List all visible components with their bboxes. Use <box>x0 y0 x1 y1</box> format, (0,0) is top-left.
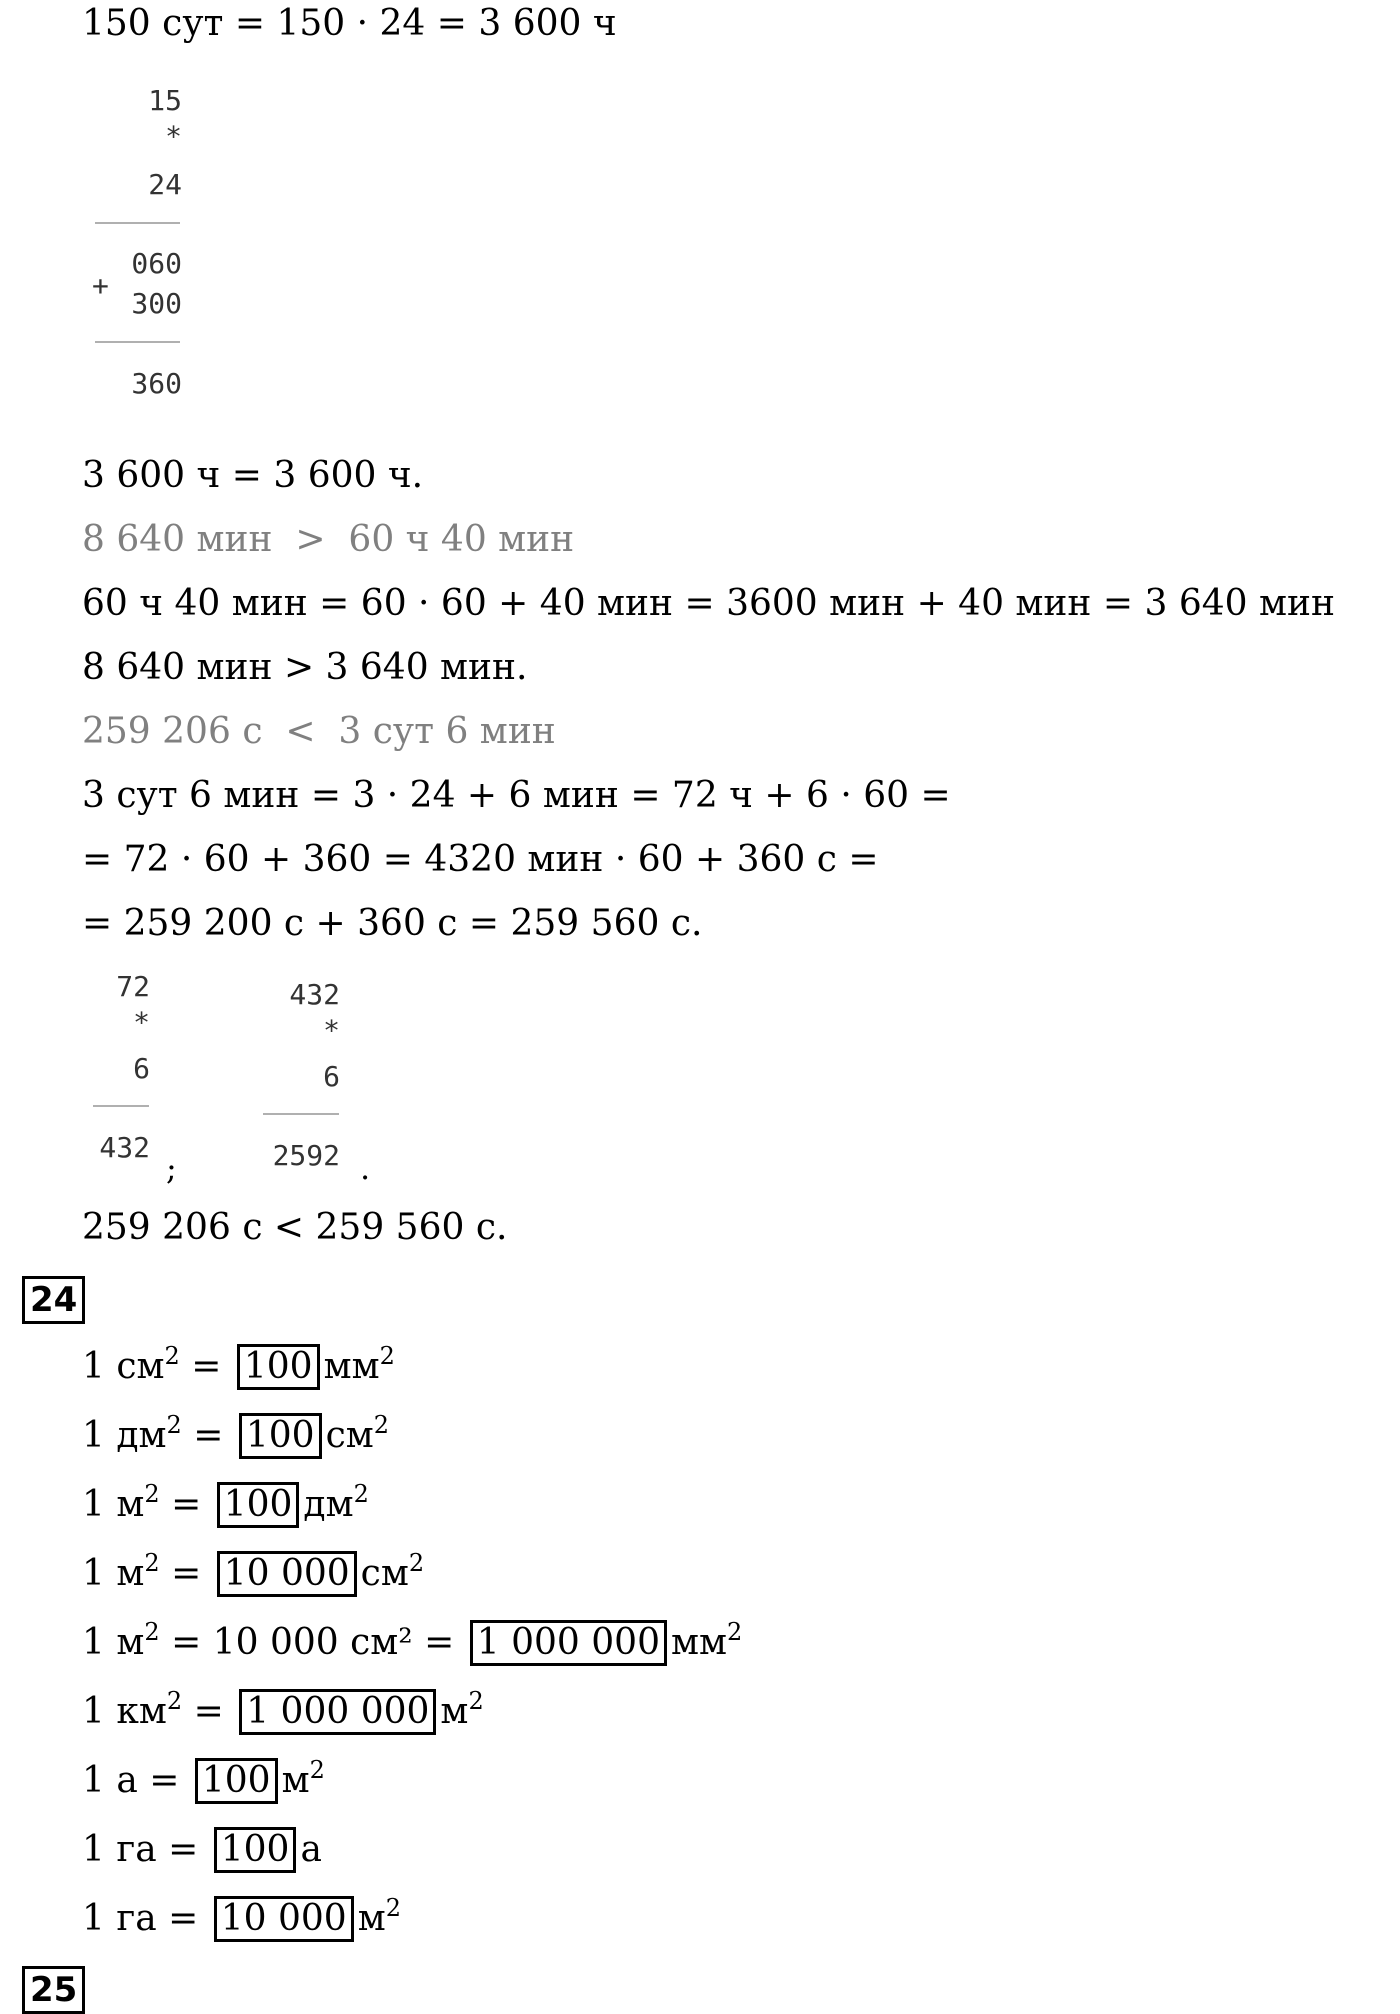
equation-line: = 72 · 60 + 360 = 4320 мин · 60 + 360 с = <box>82 839 879 880</box>
divider <box>95 222 180 224</box>
exponent: 2 <box>379 1342 395 1370</box>
unit-left: 1 м <box>82 1622 145 1663</box>
equals-expression: = <box>156 1829 210 1870</box>
unit-left: 1 м <box>82 1484 145 1525</box>
unit-left: 1 га <box>82 1898 157 1939</box>
exponent: 2 <box>385 1894 401 1922</box>
divider <box>93 1105 149 1107</box>
equation-line: 150 сут = 150 · 24 = 3 600 ч <box>82 3 617 44</box>
multiply-sign: * <box>165 120 182 153</box>
equals-expression: = <box>181 1415 235 1456</box>
equation-line: 259 206 с < 259 560 с. <box>82 1207 508 1248</box>
multiply-sign: * <box>323 1014 340 1047</box>
answer-box: 100 <box>195 1758 278 1804</box>
multiplier: 6 <box>323 1060 340 1093</box>
equation-line: 3 600 ч = 3 600 ч. <box>82 455 424 496</box>
answer-box: 100 <box>214 1827 297 1873</box>
unit-right: а <box>300 1829 322 1870</box>
multiplicand: 15 <box>148 84 182 117</box>
area-equation-row <box>82 1895 401 1943</box>
task-number: 24 <box>22 1276 85 1324</box>
answer-box: 10 000 <box>214 1896 354 1942</box>
unit-left: 1 га <box>82 1829 157 1870</box>
product-result: 432 <box>99 1131 150 1164</box>
equation-line: 8 640 мин > 3 640 мин. <box>82 647 528 688</box>
equals-expression: = <box>179 1346 233 1387</box>
multiplier: 24 <box>148 168 182 201</box>
unit-right: мм <box>323 1346 380 1387</box>
unit-right: см <box>360 1553 409 1594</box>
comparison-line: 259 206 с < 3 сут 6 мин <box>82 711 556 752</box>
exponent: 2 <box>166 1687 183 1715</box>
partial-product: 300 <box>131 287 182 320</box>
area-equation-row <box>82 1412 389 1460</box>
equals-expression: = <box>182 1691 236 1732</box>
answer-box: 10 000 <box>217 1551 357 1597</box>
unit-left: 1 дм <box>82 1415 167 1456</box>
exponent: 2 <box>468 1687 484 1715</box>
unit-right: мм <box>670 1622 727 1663</box>
separator: . <box>360 1149 371 1187</box>
exponent: 2 <box>373 1411 390 1439</box>
exponent: 2 <box>144 1618 160 1646</box>
equation-line: 60 ч 40 мин = 60 · 60 + 40 мин = 3600 мин + 40 мин = 3 640 мин <box>82 583 1335 624</box>
equals-expression: = <box>137 1760 191 1801</box>
unit-right: дм <box>303 1484 354 1525</box>
equals-expression: = <box>159 1484 213 1525</box>
exponent: 2 <box>726 1618 743 1646</box>
exponent: 2 <box>166 1411 182 1439</box>
exponent: 2 <box>144 1549 160 1577</box>
area-equation-row <box>82 1481 369 1529</box>
exponent: 2 <box>408 1549 425 1577</box>
product-result: 360 <box>131 367 182 400</box>
area-equation-row <box>82 1688 484 1736</box>
exponent: 2 <box>164 1342 180 1370</box>
divider <box>95 341 180 343</box>
answer-box: 100 <box>239 1413 322 1459</box>
unit-right: см <box>325 1415 374 1456</box>
plus-sign: + <box>92 269 109 302</box>
multiplier: 6 <box>133 1052 150 1085</box>
multiplicand: 72 <box>116 970 150 1003</box>
exponent: 2 <box>353 1480 369 1508</box>
multiply-sign: * <box>133 1006 150 1039</box>
equals-expression: = <box>159 1553 213 1594</box>
exponent: 2 <box>309 1756 325 1784</box>
separator: ; <box>166 1149 177 1187</box>
partial-product: 060 <box>131 247 182 280</box>
unit-right: м <box>281 1760 310 1801</box>
equals-expression: = <box>156 1898 210 1939</box>
equation-line: = 259 200 с + 360 с = 259 560 с. <box>82 903 703 944</box>
area-equation-row <box>82 1826 322 1874</box>
area-equation-row <box>82 1343 395 1391</box>
unit-left: 1 см <box>82 1346 165 1387</box>
unit-left: 1 а <box>82 1760 138 1801</box>
task-number: 25 <box>22 1966 85 2014</box>
multiplicand: 432 <box>289 978 340 1011</box>
unit-left: 1 м <box>82 1553 145 1594</box>
area-equation-row <box>82 1550 424 1598</box>
answer-box: 100 <box>237 1344 320 1390</box>
product-result: 2592 <box>272 1139 340 1172</box>
unit-right: м <box>357 1898 386 1939</box>
equation-line: 3 сут 6 мин = 3 · 24 + 6 мин = 72 ч + 6 · 60 = <box>82 775 951 816</box>
unit-right: м <box>440 1691 469 1732</box>
exponent: 2 <box>144 1480 160 1508</box>
equals-expression: = 10 000 см² = <box>159 1622 466 1663</box>
area-equation-row <box>82 1619 742 1667</box>
comparison-line: 8 640 мин > 60 ч 40 мин <box>82 519 575 560</box>
divider <box>263 1113 339 1115</box>
answer-box: 100 <box>217 1482 300 1528</box>
area-equation-row <box>82 1757 325 1805</box>
unit-left: 1 км <box>82 1691 167 1732</box>
answer-box: 1 000 000 <box>470 1620 667 1666</box>
answer-box: 1 000 000 <box>239 1689 436 1735</box>
